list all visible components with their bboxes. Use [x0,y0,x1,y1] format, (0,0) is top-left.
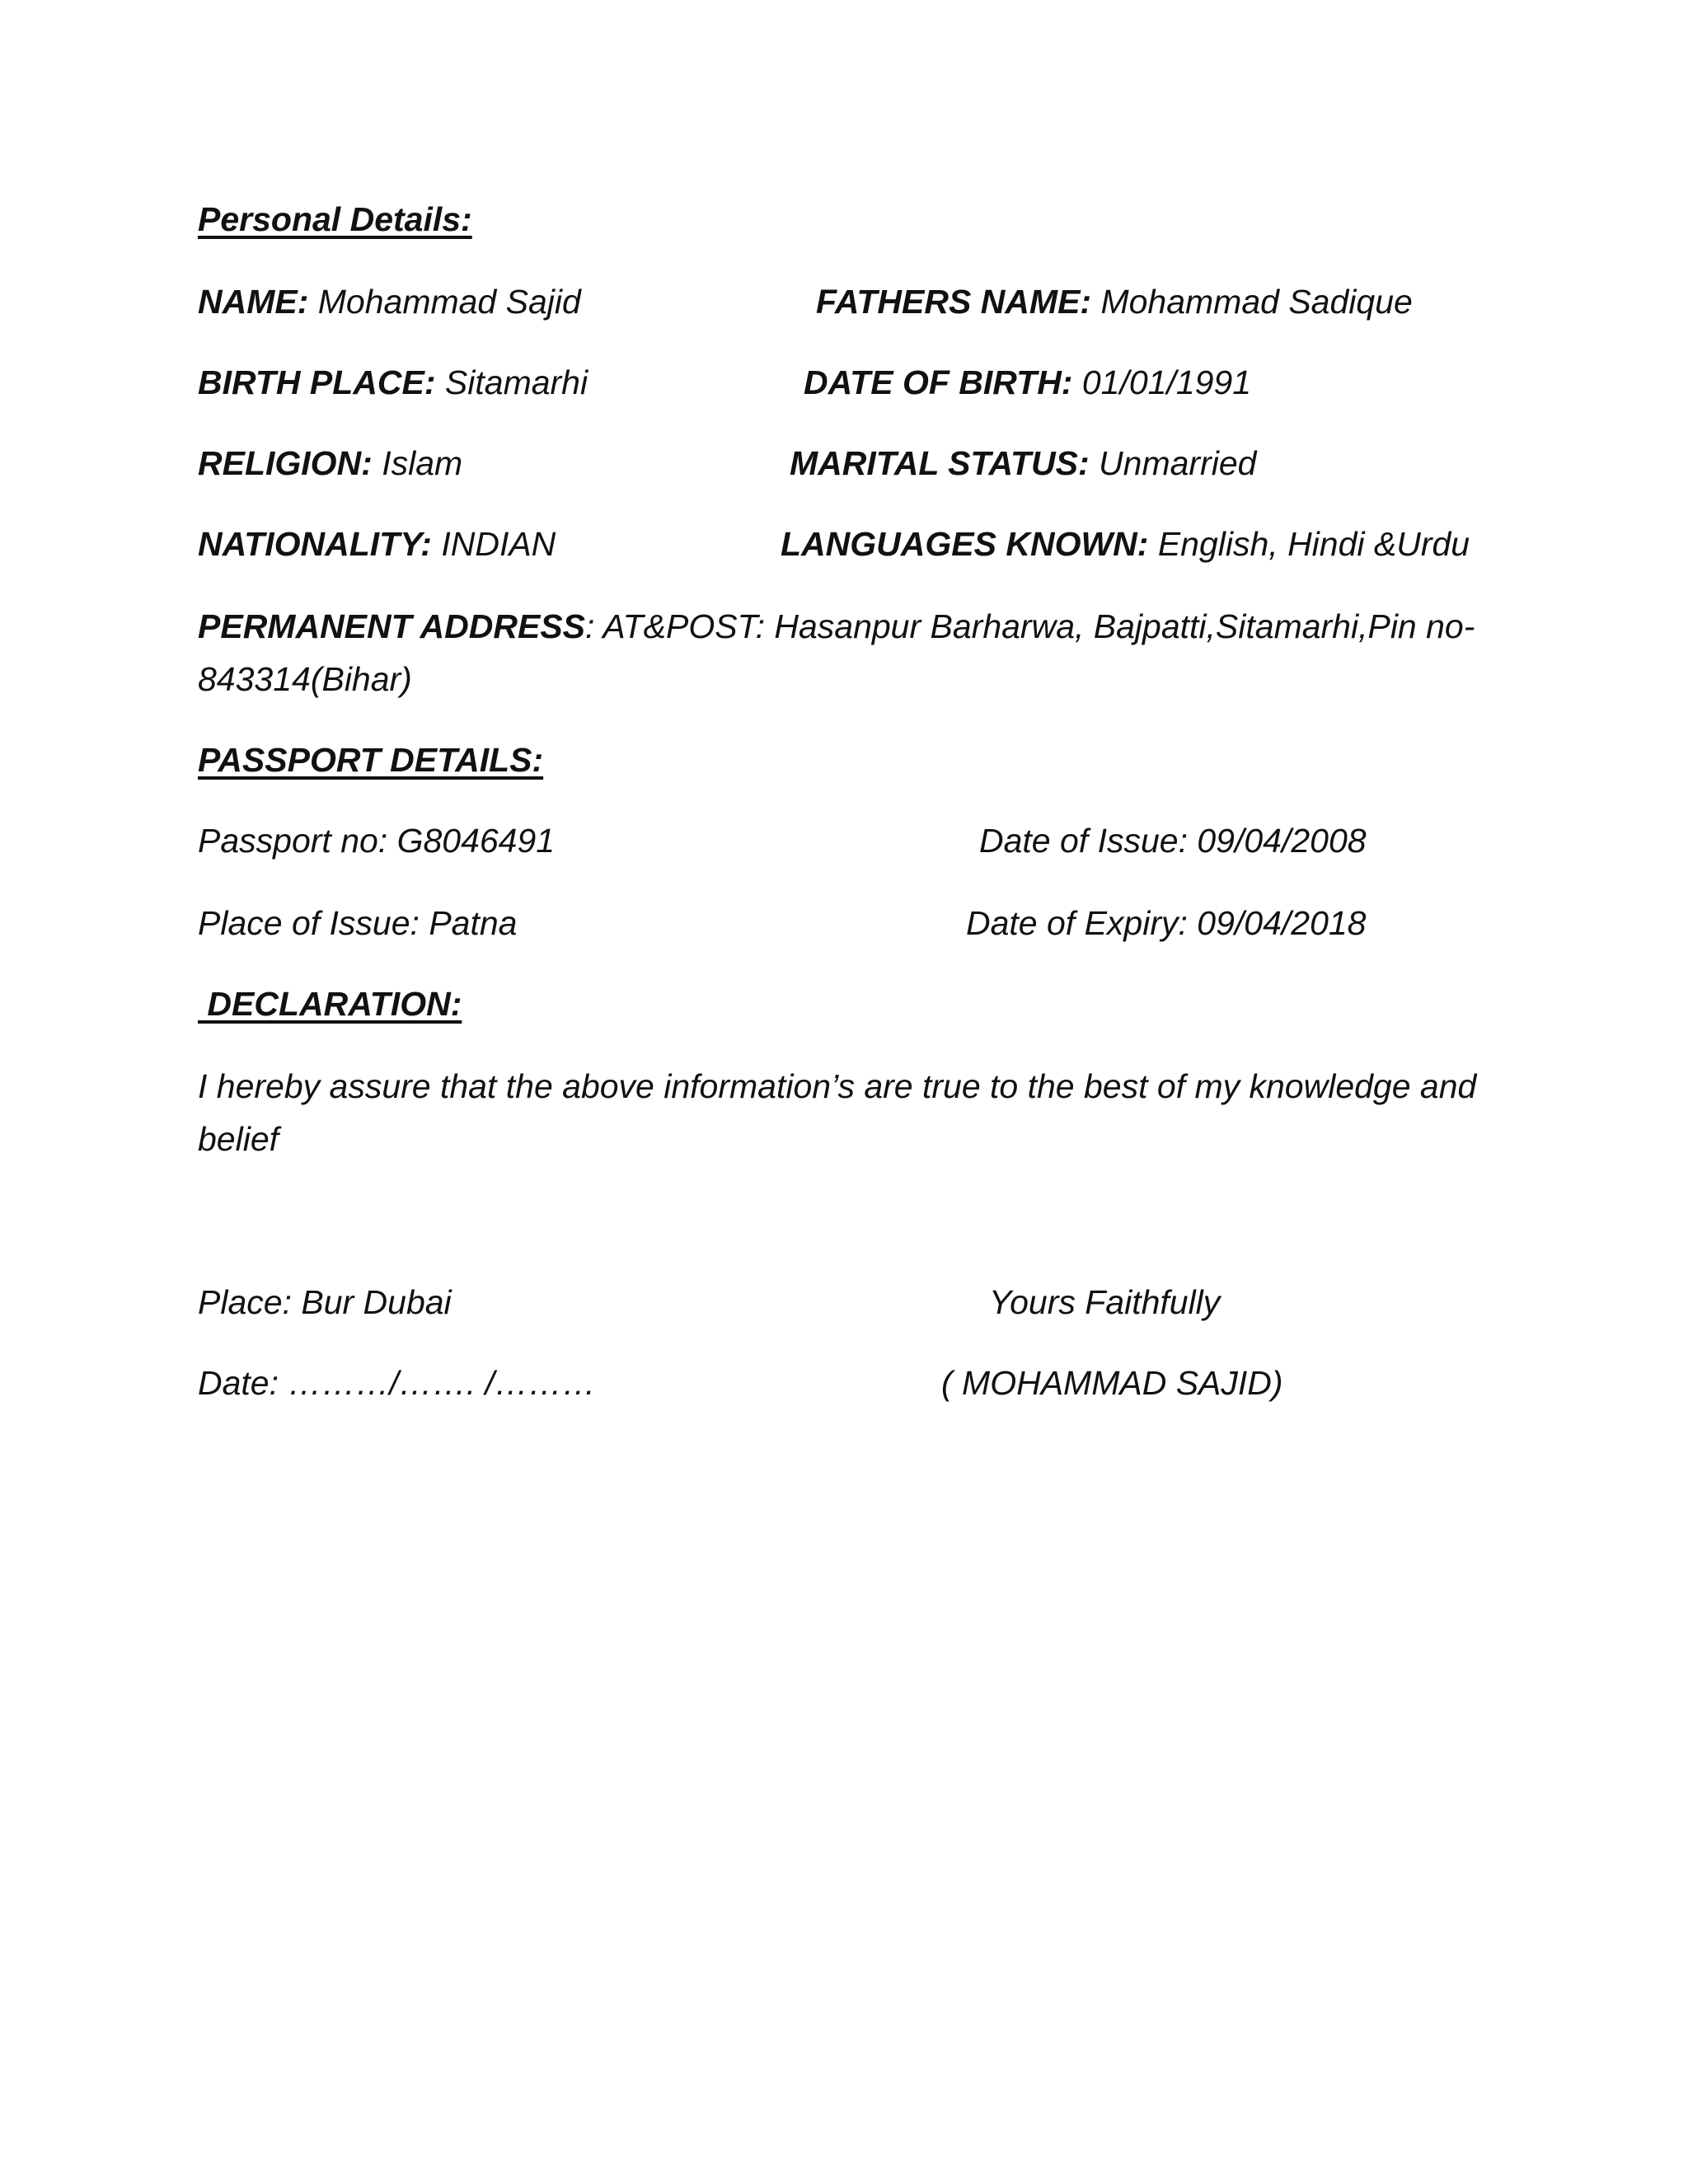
passport-issue-place: Place of Issue: Patna [198,904,518,942]
name-label: NAME: [198,283,309,321]
passport-issue-date: Date of Issue: 09/04/2008 [979,822,1367,860]
closing-line: Yours Faithfully [989,1283,1221,1321]
religion-field [198,437,462,490]
date-of-birth-field [804,356,1251,409]
permanent-address-value: : AT&POST: Hasanpur Barharwa, Bajpatti,Sitamarhi,Pin no-843314(Bihar) [198,607,1475,698]
father-name-field [816,275,1413,328]
passport-expiry-date: Date of Expiry: 09/04/2018 [966,904,1367,942]
nationality-value: INDIAN [431,525,556,563]
declaration-text: I hereby assure that the above information’s are true to the best of my knowledge and belief [198,1067,1477,1158]
religion-label: RELIGION: [198,444,373,482]
permanent-address-label: PERMANENT ADDRESS [198,607,586,645]
name-field [198,275,581,328]
marital-status-label: MARITAL STATUS: [790,444,1090,482]
nationality-field [198,518,556,570]
signatory-name: ( MOHAMMAD SAJID) [941,1364,1283,1402]
birth-place-label: BIRTH PLACE: [198,363,436,401]
birth-place-field [198,356,588,409]
date-line: Date: ………/……. /……… [198,1364,596,1402]
permanent-address-field [198,600,1500,705]
father-name-value: Mohammad Sadique [1091,283,1413,321]
place-line: Place: Bur Dubai [198,1283,452,1321]
languages-known-field [781,518,1470,570]
languages-known-label: LANGUAGES KNOWN: [781,525,1149,563]
name-value: Mohammad Sajid [308,283,581,321]
passport-details-heading: PASSPORT DETAILS: [198,741,544,779]
date-of-birth-label: DATE OF BIRTH: [804,363,1073,401]
nationality-label: NATIONALITY: [198,525,432,563]
father-name-label: FATHERS NAME: [816,283,1092,321]
languages-known-value: English, Hindi &Urdu [1148,525,1470,563]
birth-place-value: Sitamarhi [435,363,588,401]
religion-value: Islam [372,444,463,482]
marital-status-value: Unmarried [1089,444,1257,482]
declaration-heading: DECLARATION: [198,985,462,1023]
date-of-birth-value: 01/01/1991 [1072,363,1252,401]
passport-number: Passport no: G8046491 [198,822,556,860]
personal-details-heading: Personal Details: [198,200,472,238]
marital-status-field [790,437,1256,490]
